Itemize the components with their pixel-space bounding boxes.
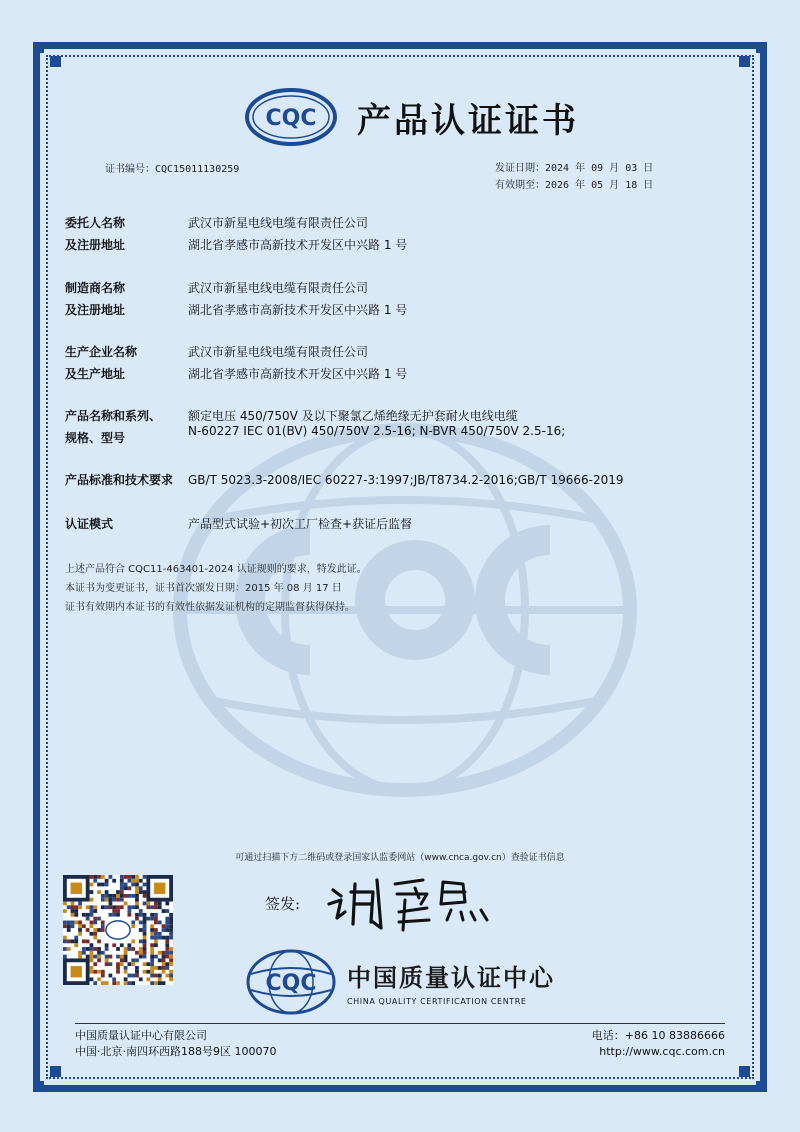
footer-address: 中国·北京·南四环西路188号9区 100070 xyxy=(75,1045,277,1058)
client-name-value: 武汉市新星电线电缆有限责任公司 xyxy=(188,216,369,230)
footer-divider xyxy=(75,1023,725,1024)
footer-company: 中国质量认证中心有限公司 xyxy=(75,1029,207,1042)
footer-contact-block xyxy=(525,1028,725,1060)
product-label: 产品名称和系列、 xyxy=(65,409,162,423)
factory-name-value: 武汉市新星电线电缆有限责任公司 xyxy=(188,345,369,359)
organization-name-en: CHINA QUALITY CERTIFICATION CENTRE xyxy=(347,997,527,1006)
expiry-date-value: 2026 年 05 月 18 日 xyxy=(545,180,654,191)
product-model-value: N-60227 IEC 01(BV) 450/750V 2.5-16; N-BVR 450/750V 2.5-16; xyxy=(188,424,566,438)
certification-mode-label: 认证模式 xyxy=(65,517,114,531)
corner-ornament xyxy=(33,42,44,53)
certificate-number-value: CQC15011130259 xyxy=(155,164,240,175)
statement-line: 上述产品符合 CQC11-463401-2024 认证规则的要求，特发此证。 xyxy=(65,564,367,575)
footer-address-block xyxy=(75,1028,276,1060)
manufacturer-address-label: 及注册地址 xyxy=(65,303,126,317)
corner-ornament xyxy=(50,1066,61,1077)
product-model-label: 规格、型号 xyxy=(65,431,126,445)
standards-label: 产品标准和技术要求 xyxy=(65,473,174,487)
svg-text:CQC: CQC xyxy=(265,106,317,131)
organization-name-cn: 中国质量认证中心 xyxy=(347,964,555,992)
manufacturer-name-label: 制造商名称 xyxy=(65,281,126,295)
certificate-number-label: 证书编号： xyxy=(105,164,155,175)
corner-ornament xyxy=(50,56,61,67)
statement-line: 本证书为变更证书，证书首次颁发日期：2015 年 08 月 17 日 xyxy=(65,583,342,594)
manufacturer-name-value: 武汉市新星电线电缆有限责任公司 xyxy=(188,281,369,295)
corner-ornament xyxy=(33,1081,44,1092)
issue-date-label: 发证日期： xyxy=(495,163,545,174)
certificate-header xyxy=(245,88,579,146)
expiry-date-label: 有效期至： xyxy=(495,180,545,191)
qr-code[interactable] xyxy=(63,875,173,985)
product-name-value: 额定电压 450/750V 及以下聚氯乙烯绝缘无护套耐火电线电缆 xyxy=(188,409,518,423)
certificate-statement xyxy=(65,560,367,617)
corner-ornament xyxy=(739,56,750,67)
corner-ornament xyxy=(739,1066,750,1077)
signature-image xyxy=(325,870,495,940)
svg-text:CQC: CQC xyxy=(265,971,317,996)
footer-phone: 电话：+86 10 83886666 xyxy=(591,1029,725,1042)
issuer-label: 签发: xyxy=(265,895,301,913)
client-address-label: 及注册地址 xyxy=(65,238,126,252)
certificate-dates xyxy=(495,160,653,194)
cqc-logo-icon xyxy=(245,88,337,146)
corner-ornament xyxy=(756,42,767,53)
factory-name-label: 生产企业名称 xyxy=(65,345,138,359)
certificate-number xyxy=(105,160,239,175)
client-address-value: 湖北省孝感市高新技术开发区中兴路 1 号 xyxy=(188,238,408,252)
cqc-organization-logo xyxy=(245,948,555,1016)
corner-ornament xyxy=(756,1081,767,1092)
issue-date-value: 2024 年 09 月 03 日 xyxy=(545,163,654,174)
cqc-globe-icon xyxy=(245,948,337,1016)
factory-address-value: 湖北省孝感市高新技术开发区中兴路 1 号 xyxy=(188,367,408,381)
manufacturer-address-value: 湖北省孝感市高新技术开发区中兴路 1 号 xyxy=(188,303,408,317)
verification-note: 可通过扫描下方二维码或登录国家认监委网站（www.cnca.gov.cn）查验证书信息 xyxy=(235,853,565,863)
footer-url[interactable]: http://www.cqc.com.cn xyxy=(599,1045,725,1058)
client-name-label: 委托人名称 xyxy=(65,216,126,230)
standards-value: GB/T 5023.3-2008/IEC 60227-3:1997;JB/T8734.2-2016;GB/T 19666-2019 xyxy=(188,473,624,487)
certification-mode-value: 产品型式试验+初次工厂检查+获证后监督 xyxy=(188,517,413,531)
certificate-title: 产品认证证书 xyxy=(357,100,579,141)
factory-address-label: 及生产地址 xyxy=(65,367,126,381)
statement-line: 证书有效期内本证书的有效性依据发证机构的定期监督获得保持。 xyxy=(65,602,355,613)
